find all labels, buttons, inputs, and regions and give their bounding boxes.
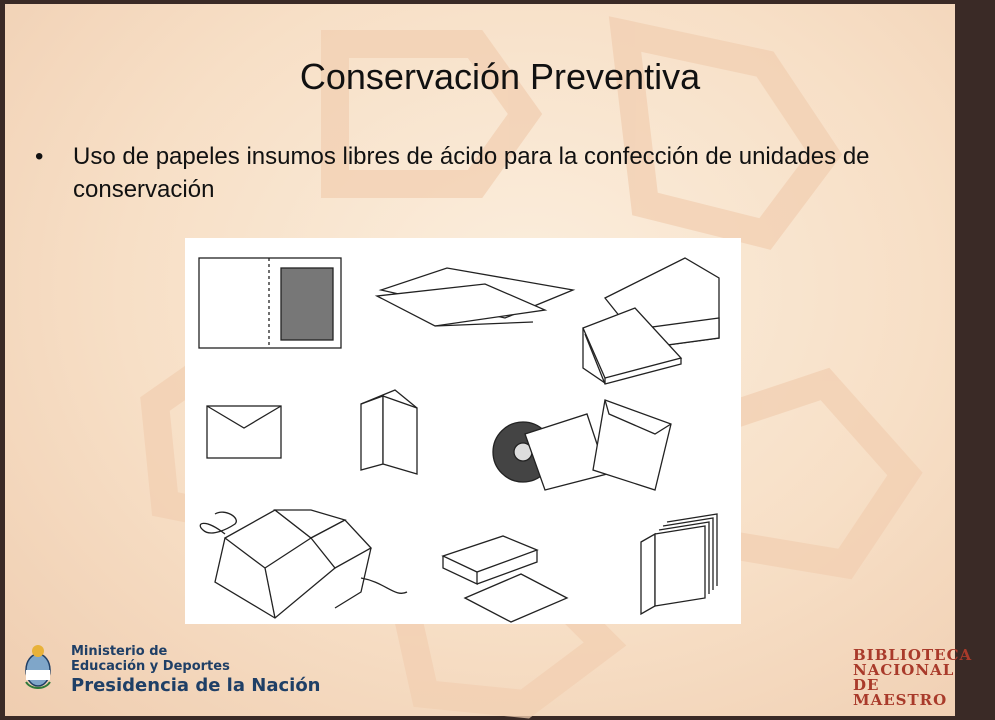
conservation-units-illustration	[185, 238, 741, 624]
portfolio-drawing	[199, 258, 341, 348]
box-with-stack-drawing	[583, 258, 719, 384]
ministry-line3: Presidencia de la Nación	[71, 675, 321, 696]
library-logo-line3: DE MAESTRO	[853, 676, 948, 709]
library-logo-line2: NACIONAL	[853, 661, 955, 679]
bullet-dot: •	[35, 143, 44, 170]
ministry-logo	[23, 642, 323, 702]
box-with-lid-drawing	[443, 536, 567, 622]
bullet-item	[35, 140, 915, 206]
bullet-text: Uso de papeles insumos libres de ácido para la confección de unidades de conservación	[73, 143, 870, 203]
ministry-text	[71, 644, 321, 697]
library-logo-text	[853, 646, 973, 709]
coat-of-arms-icon	[23, 642, 53, 694]
ministry-line2: Educación y Deportes	[71, 659, 230, 674]
record-sleeve-drawing	[493, 400, 671, 490]
slide	[5, 4, 973, 716]
tied-wrapper-drawing	[200, 510, 407, 618]
envelope-drawing	[207, 406, 281, 458]
zigzag-folder-drawing	[361, 390, 417, 474]
slide-title: Conservación Preventiva	[299, 56, 701, 97]
library-logo	[853, 646, 973, 709]
binders-drawing	[641, 514, 717, 614]
ministry-line1: Ministerio de	[71, 644, 168, 659]
folder-drawing	[377, 268, 573, 326]
library-logo-line1: BIBLIOTECA	[853, 646, 973, 664]
